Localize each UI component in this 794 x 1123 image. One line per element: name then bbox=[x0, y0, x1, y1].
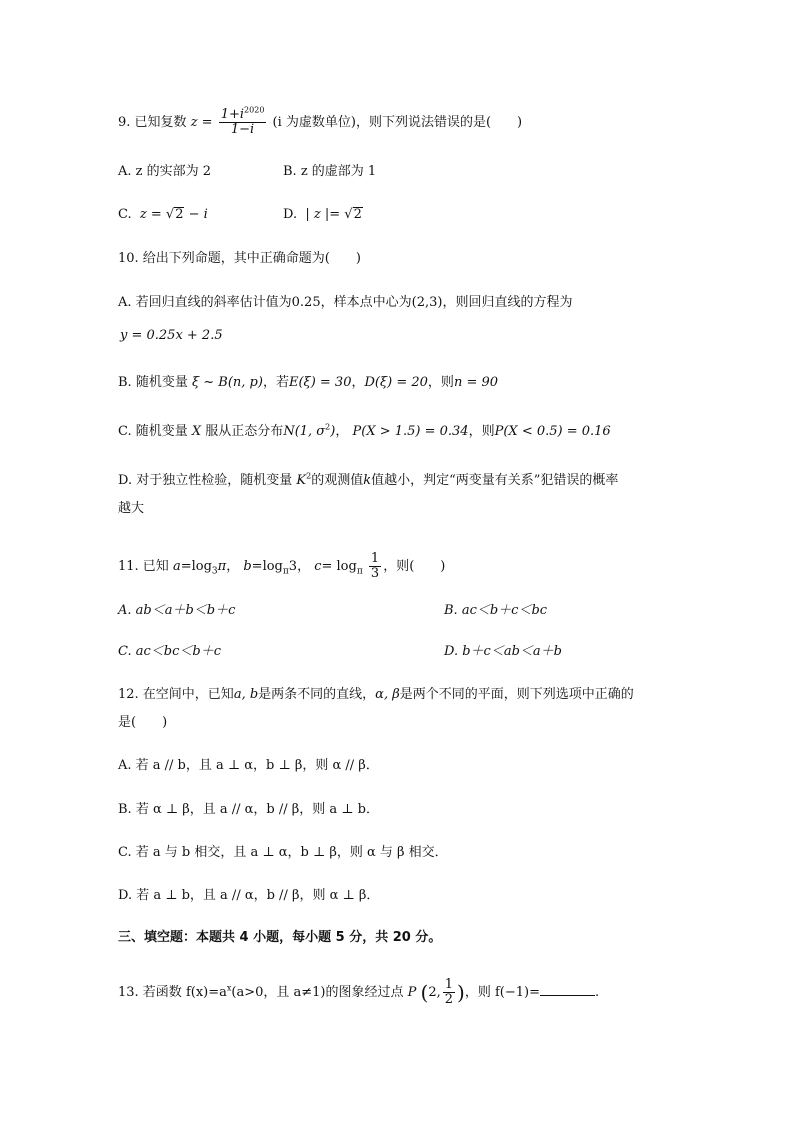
q9-option-c-expr-post: − i bbox=[188, 207, 208, 222]
q9-z-eq: z = bbox=[190, 115, 213, 130]
q9-option-c: C. z = √2 − i bbox=[118, 207, 208, 222]
q9-option-c-expr-pre: z = bbox=[139, 207, 162, 222]
q10-stem: 10. 给出下列命题，其中正确命题为( ) bbox=[118, 251, 361, 266]
q9-exponent: 2020 bbox=[244, 105, 265, 115]
q9-tail: (i 为虚数单位)，则下列说法错误的是( ) bbox=[272, 115, 523, 130]
q12-option-c: C. 若 a 与 b 相交，且 a ⊥ α，b ⊥ β，则 α 与 β 相交． bbox=[118, 845, 448, 860]
q9-option-c-label: C. bbox=[118, 207, 132, 222]
q9-option-d-label: D. bbox=[283, 207, 298, 222]
q9-fraction-denominator: 1−i bbox=[230, 122, 255, 137]
q9-option-b: B. z 的虚部为 1 bbox=[283, 164, 377, 179]
q9-intro: 已知复数 bbox=[134, 115, 187, 130]
q12-option-a: A. 若 a // b，且 a ⊥ α，b ⊥ β，则 α // β． bbox=[118, 758, 379, 773]
q9-option-c-sqrt: 2 bbox=[175, 207, 184, 222]
q13-point-fraction: $\frac{1}{2}$ bbox=[444, 977, 454, 1007]
q9-fraction-numerator: $1+i^{2020}$ bbox=[220, 105, 265, 122]
q9-option-d-expr-pre: | z |= bbox=[305, 207, 341, 222]
q10-option-a-line2: y = 0.25x + 2.5 bbox=[120, 328, 223, 343]
q11-c-fraction: $\frac{1}{3}$ bbox=[370, 551, 380, 581]
q13-answer-blank[interactable] bbox=[540, 983, 595, 996]
q13-stem: 13. 若函数 $f(x)=a^x(a>0$，且 a≠1)的图象经过点 P (2, $\frac{1}{2}$ )，则 f(−1)= . bbox=[118, 977, 600, 1007]
q12-option-b: B. 若 α ⊥ β，且 a // α，b // β，则 a ⊥ b． bbox=[118, 802, 379, 817]
q11-option-a: A. ab＜a＋b＜b＋c bbox=[118, 603, 236, 618]
q9-fraction bbox=[219, 105, 267, 137]
q9-stem bbox=[118, 105, 523, 137]
q11-option-d: D. b＋c＜ab＜a＋b bbox=[444, 644, 562, 659]
q10-option-d-line1: D. 对于独立性检验，随机变量 $K^2$的观测值k值越小，判定“两变量有关系”犯错误的概率 bbox=[118, 471, 619, 488]
q12-option-d: D. 若 a ⊥ b，且 a // α，b // β，则 α ⊥ β． bbox=[118, 888, 380, 903]
q9-option-d: D. | z |= √2 bbox=[283, 207, 362, 222]
q11-option-c: C. ac＜bc＜b＋c bbox=[118, 644, 221, 659]
q10-option-c: C. 随机变量 X 服从正态分布N(1, $\sigma^2$)， P(X > 1.5) = 0.34，则P(X < 0.5) = 0.16 bbox=[118, 422, 611, 439]
q10-option-a-line1: A. 若回归直线的斜率估计值为0.25，样本点中心为(2,3)，则回归直线的方程为 bbox=[118, 295, 573, 310]
q10-option-b: B. 随机变量 ξ ~ B(n, p)，若E(ξ) = 30，D(ξ) = 20，则n = 90 bbox=[118, 375, 499, 390]
q9-option-a: A. z 的实部为 2 bbox=[118, 164, 212, 179]
q11-stem: 11. 已知 $a=\log_3\pi$， $b=\log_\pi 3$， $c= \log_\pi$ $\frac{1}{3}$ ，则( ) bbox=[118, 551, 446, 581]
q11-option-b: B. ac＜b＋c＜bc bbox=[444, 603, 548, 618]
q10-option-d-line2: 越大 bbox=[118, 501, 145, 516]
q12-stem-line2: 是( ) bbox=[118, 715, 168, 730]
section-3-heading: 三、填空题：本题共 4 小题，每小题 5 分，共 20 分。 bbox=[118, 930, 442, 945]
q12-stem-line1: 12. 在空间中，已知a, b是两条不同的直线，α, β是两个不同的平面，则下列选项中正确的 bbox=[118, 687, 634, 702]
q9-number: 9. bbox=[118, 115, 131, 130]
q9-option-d-sqrt: 2 bbox=[353, 207, 362, 222]
